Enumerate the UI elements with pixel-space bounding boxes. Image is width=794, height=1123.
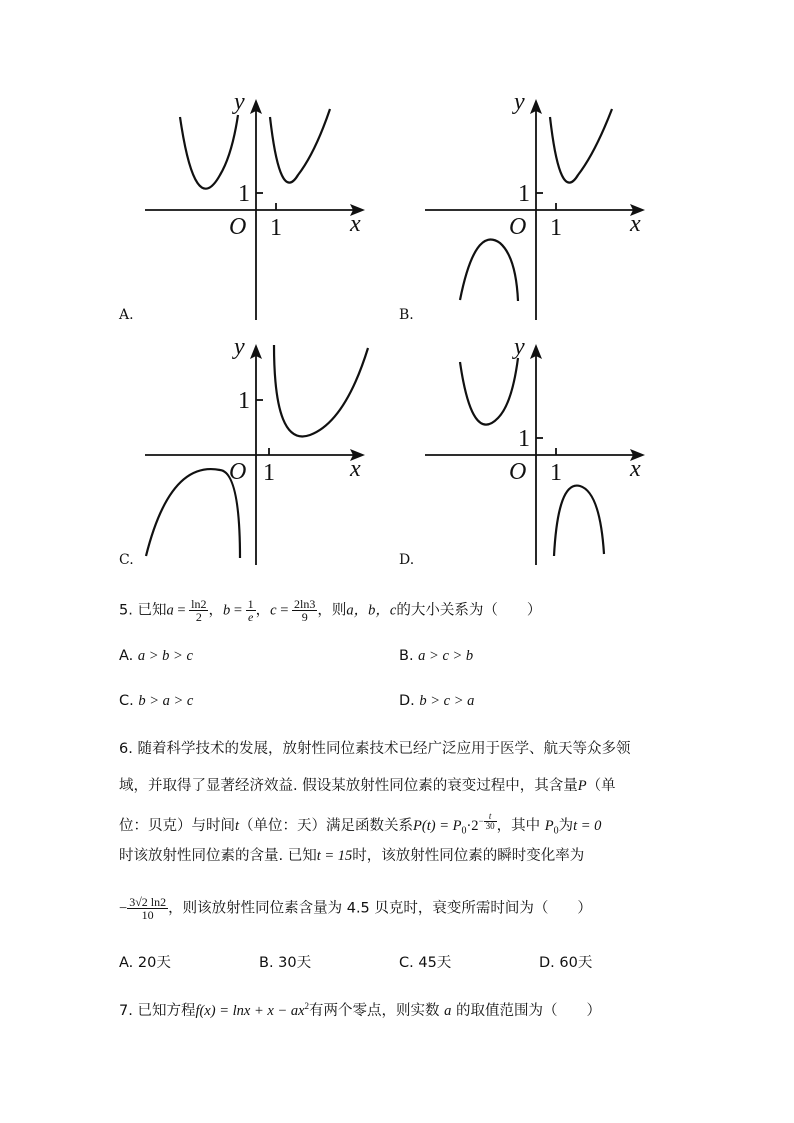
- q7-post: 的取值范围为（ ）: [455, 1002, 601, 1019]
- q6-line3-P0-sub: 0: [553, 825, 559, 837]
- q6-choice-b[interactable]: [259, 951, 311, 972]
- q6-line5-post: ，则该放射性同位素含量为 4.5 贝克时，衰变所需时间为（ ）: [168, 900, 592, 917]
- q6-line4-t15: t = 15: [316, 848, 353, 864]
- choice-text: 45天: [418, 955, 452, 971]
- choice-letter: B.: [259, 955, 274, 971]
- graph-b-label: B.: [399, 307, 414, 323]
- q7-mid: 有两个零点，则实数: [309, 1002, 440, 1019]
- graph-a-svg: [140, 85, 370, 325]
- curve-right: [274, 345, 368, 436]
- q5-vars: a，b，c: [346, 602, 397, 619]
- curve-left: [146, 469, 240, 558]
- curve-right: [554, 486, 604, 556]
- graph-d-svg: [420, 330, 650, 570]
- q6-line2-post: （单: [586, 778, 616, 794]
- q6-line2-P: P: [577, 778, 587, 794]
- choice-letter: B.: [399, 648, 414, 664]
- origin-label: O: [229, 459, 247, 485]
- y-one-label: 1: [518, 181, 530, 207]
- question-5: 5. 已知a = $\frac{\ln 2}{2}$ ，b = $\frac{1}{e}$ ，c = $\frac{2\ln 3}{9}$ ，则a，b，c的大小关系为（ ）: [119, 597, 542, 624]
- curve-right: [550, 109, 612, 183]
- y-axis-label: y: [514, 334, 525, 360]
- q5-a-den: 2: [195, 610, 202, 624]
- choice-text: b > a > c: [138, 693, 194, 709]
- q5-choice-d[interactable]: [399, 693, 474, 710]
- q6-exp-num: t: [484, 812, 497, 822]
- curve-left: [460, 358, 518, 425]
- q5-a-name: a: [166, 602, 174, 619]
- q6-line3-t: t: [235, 817, 240, 834]
- q6-exp-den: 30: [485, 821, 495, 832]
- graph-d-label: D.: [399, 552, 415, 568]
- q6-rate-den: 10: [141, 908, 154, 922]
- q5-c-num: 2ln3: [294, 597, 316, 611]
- x-axis-label: x: [350, 211, 361, 237]
- q5-c-name: c: [270, 602, 277, 619]
- q5-choice-c[interactable]: [119, 693, 193, 710]
- x-one-label: 1: [550, 215, 562, 241]
- q6-rate-fraction: [127, 896, 168, 921]
- q6-choice-d[interactable]: [539, 951, 592, 972]
- q5-a-fraction: [189, 598, 208, 623]
- q5-b-den: e: [248, 610, 254, 624]
- q5-suffix: 的大小关系为（ ）: [396, 602, 542, 619]
- y-axis-label: y: [234, 334, 245, 360]
- x-axis-label: x: [630, 456, 641, 482]
- q6-line2-pre: 域，并取得了显著经济效益. 假设某放射性同位素的衰变过程中，其含量: [119, 778, 578, 794]
- q5-prefix: 5. 已知: [119, 602, 167, 619]
- graph-a-label: A.: [119, 307, 134, 323]
- q6-exponent: − t 30: [478, 811, 495, 832]
- q6-choice-c[interactable]: [399, 951, 451, 972]
- graph-b: [420, 85, 650, 325]
- q6-rate-num: 3√2 ln2: [129, 895, 167, 909]
- q6-formula-lhs: P(t) = P: [413, 817, 462, 834]
- y-one-label: 1: [238, 181, 250, 207]
- q6-line-5: [119, 896, 592, 921]
- choice-text: a > c > b: [418, 648, 474, 664]
- origin-label: O: [509, 214, 527, 240]
- q6-line4-post: 时，该放射性同位素的瞬时变化率为: [352, 848, 585, 864]
- y-axis-label: y: [514, 89, 525, 115]
- curve-left: [180, 115, 238, 189]
- graph-c-label: C.: [119, 552, 134, 568]
- choice-text: a > b > c: [137, 648, 193, 664]
- q5-c-den: 9: [301, 610, 308, 624]
- choice-text: 30天: [278, 955, 312, 971]
- q5-suffix-pre: ，则: [317, 602, 347, 619]
- curve-left: [460, 240, 518, 301]
- choice-letter: C.: [119, 693, 134, 709]
- q6-line-2: [119, 776, 616, 796]
- q5-b-name: b: [222, 602, 231, 619]
- q6-line4-pre: 时该放射性同位素的含量. 已知: [119, 848, 317, 864]
- graph-a: [140, 85, 370, 325]
- y-one-label: 1: [238, 388, 250, 414]
- q6-line3-post2: 为: [558, 817, 574, 834]
- q6-line3-P0: P: [544, 817, 554, 834]
- choice-text: b > c > a: [419, 693, 475, 709]
- graph-c: [140, 330, 370, 570]
- q6-formula-mid: ·2: [466, 817, 479, 834]
- q7-square: 2: [304, 1001, 310, 1011]
- q6-choice-a[interactable]: [119, 951, 171, 972]
- q6-line-3: [119, 811, 601, 842]
- q6-line-1: 6. 随着科学技术的发展，放射性同位素技术已经广泛应用于医学、航天等众多领: [119, 741, 631, 757]
- q7-formula: f(x) = lnx + x − ax: [195, 1002, 305, 1019]
- x-one-label: 1: [263, 460, 275, 486]
- graph-b-svg: [420, 85, 650, 325]
- q6-line-4: [119, 846, 584, 866]
- x-axis-label: x: [350, 456, 361, 482]
- choice-letter: D.: [539, 955, 555, 971]
- x-one-label: 1: [550, 460, 562, 486]
- q5-b-num: 1: [247, 597, 254, 611]
- choice-letter: D.: [399, 693, 415, 709]
- choice-letter: C.: [399, 955, 414, 971]
- graph-d: [420, 330, 650, 570]
- question-7: [119, 996, 601, 1021]
- q6-line3-mid: （单位：天）满足函数关系: [239, 817, 414, 834]
- x-one-label: 1: [270, 215, 282, 241]
- choice-letter: A.: [119, 955, 134, 971]
- origin-label: O: [229, 214, 247, 240]
- q5-b-fraction: [246, 598, 256, 623]
- q6-line3-pre: 位：贝克）与时间: [119, 817, 235, 834]
- choice-text: 60天: [559, 955, 593, 971]
- q7-pre: 7. 已知方程: [119, 1002, 196, 1019]
- y-axis-label: y: [234, 89, 245, 115]
- q5-choice-b[interactable]: [399, 648, 473, 665]
- choice-text: 20天: [137, 955, 171, 971]
- q6-formula-sub: 0: [461, 825, 467, 837]
- x-axis-label: x: [630, 211, 641, 237]
- q5-c-fraction: [292, 598, 317, 623]
- q6-rate-minus: −: [119, 900, 128, 917]
- curve-right: [270, 109, 330, 183]
- q7-a: a: [444, 1002, 452, 1019]
- q6-line3-t0: t = 0: [573, 817, 602, 834]
- q5-a-num: ln2: [191, 597, 207, 611]
- y-one-label: 1: [518, 426, 530, 452]
- q5-choice-a[interactable]: [119, 648, 193, 665]
- q6-line3-post1: ，其中: [496, 817, 541, 834]
- q6-exp-fraction: [484, 812, 497, 831]
- choice-letter: A.: [119, 648, 134, 664]
- origin-label: O: [509, 459, 527, 485]
- graph-c-svg: [140, 330, 370, 570]
